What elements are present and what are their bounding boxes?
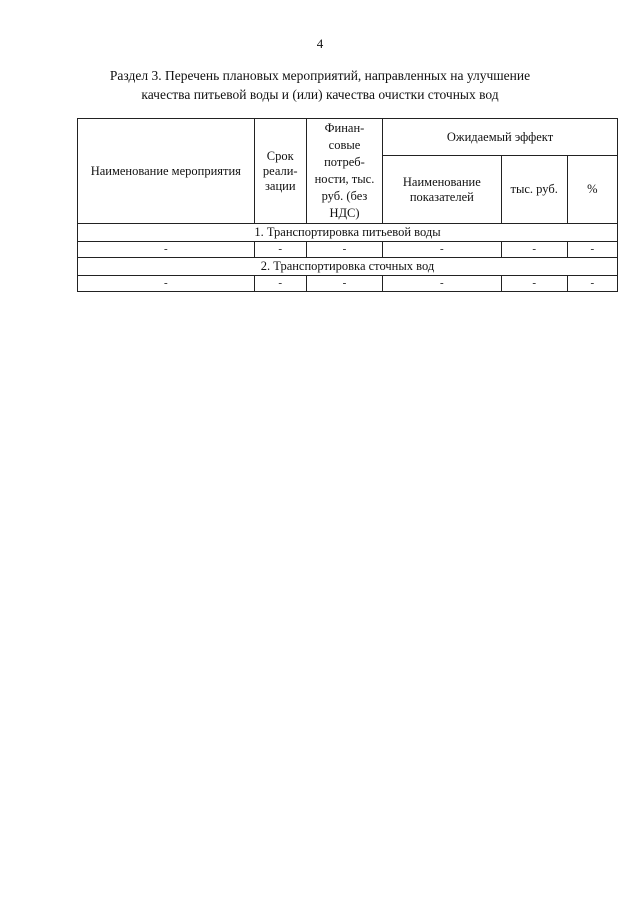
header-expected-effect: Ожидаемый эффект — [383, 119, 618, 156]
cell-event-name: - — [78, 242, 255, 258]
page-number: 4 — [316, 36, 324, 51]
section-title-line-2: качества питьевой воды и (или) качества очистки сточных вод — [141, 87, 499, 102]
header-event-name: Наименование мероприятия — [78, 119, 255, 224]
section-row-wastewater — [78, 258, 618, 276]
section-title — [60, 66, 580, 104]
cell-event-name: - — [78, 276, 255, 292]
cell-thousand-rub: - — [501, 276, 567, 292]
table-row — [78, 276, 618, 292]
section-row-drinking-water — [78, 224, 618, 242]
table-header-row-1 — [78, 119, 618, 156]
header-thousand-rub: тыс. руб. — [501, 156, 567, 224]
cell-financial-needs: - — [306, 242, 382, 258]
planned-events-table — [77, 118, 618, 292]
section-title-line-1: Раздел 3. Перечень плановых мероприятий, направленных на улучшение — [109, 68, 531, 83]
cell-indicator-name: - — [383, 276, 501, 292]
header-financial-needs: Финан-совые потреб-ности, тыс. руб. (без НДС) — [306, 119, 382, 224]
cell-percent: - — [567, 276, 617, 292]
cell-term: - — [254, 276, 306, 292]
table-row — [78, 242, 618, 258]
cell-thousand-rub: - — [501, 242, 567, 258]
cell-term: - — [254, 242, 306, 258]
header-indicator-name: Наименование показателей — [383, 156, 501, 224]
header-percent: % — [567, 156, 617, 224]
cell-indicator-name: - — [383, 242, 501, 258]
cell-financial-needs: - — [306, 276, 382, 292]
header-term: Срок реали-зации — [254, 119, 306, 224]
cell-percent: - — [567, 242, 617, 258]
section-title-drinking-water: 1. Транспортировка питьевой воды — [78, 224, 618, 242]
section-title-wastewater: 2. Транспортировка сточных вод — [78, 258, 618, 276]
